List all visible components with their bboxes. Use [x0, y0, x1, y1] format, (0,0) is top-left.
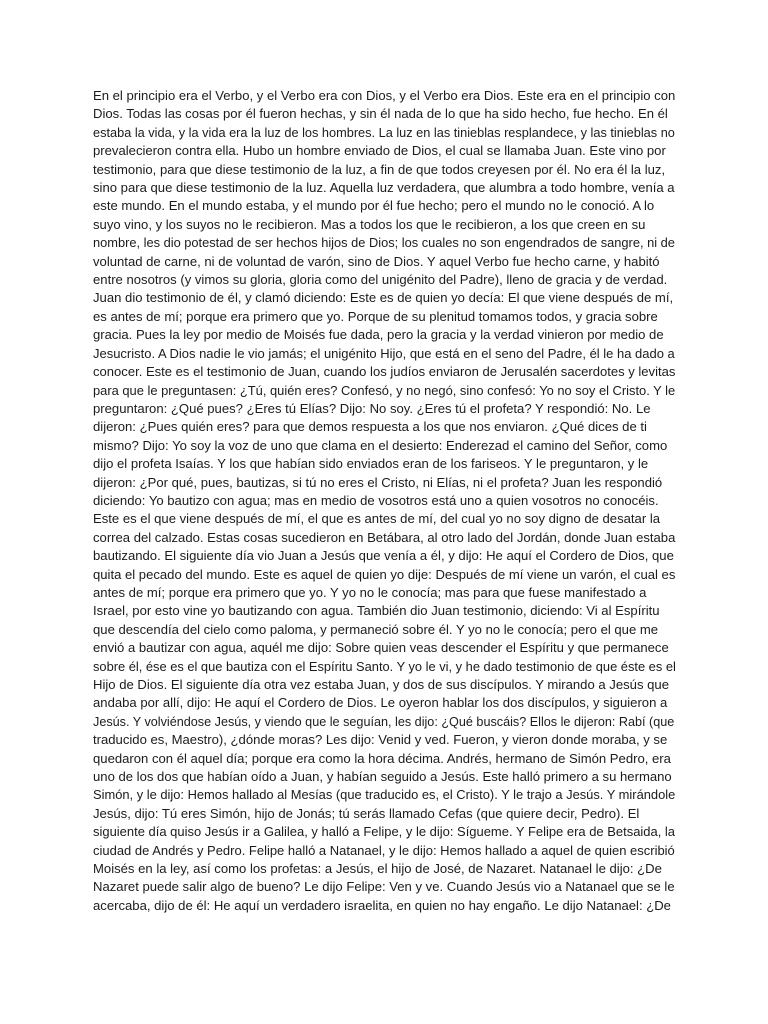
text-line: envió a bautizar con agua, aquél me dijo: Sobre quien veas descender el Espíritu y que permanece — [93, 640, 669, 656]
text-line: nombre, les dio potestad de ser hechos hijos de Dios; los cuales no son engendrados de sangre, ni de — [93, 235, 675, 251]
text-line: bautizando. El siguiente día vio Juan a Jesús que venía a él, y dijo: He aquí el Cordero de Dios, que — [93, 548, 674, 564]
text-line: mismo? Dijo: Yo soy la voz de uno que clama en el desierto: Enderezad el camino del Señor, como — [93, 437, 668, 453]
text-line: estaba la vida, y la vida era la luz de los hombres. La luz en las tinieblas resplandece, y las tinieblas no — [93, 124, 675, 140]
text-line: prevalecieron contra ella. Hubo un hombre enviado de Dios, el cual se llamaba Juan. Este vino por — [93, 143, 666, 159]
text-line: acercaba, dijo de él: He aquí un verdadero israelita, en quien no hay engaño. Le dijo Natanael: ¿De — [93, 897, 671, 913]
text-line: entre nosotros (y vimos su gloria, gloria como del unigénito del Padre), lleno de gracia y de verdad. — [93, 272, 668, 288]
text-line: siguiente día quiso Jesús ir a Galilea, y halló a Felipe, y le dijo: Sígueme. Y Felipe era de Betsaida, la — [93, 824, 676, 840]
text-line: voluntad de carne, ni de voluntad de varón, sino de Dios. Y aquel Verbo fue hecho carne, y habitó — [93, 253, 660, 269]
text-line: Moisés en la ley, así como los profetas: a Jesús, el hijo de José, de Nazaret. Natanael le dijo: ¿De — [93, 861, 662, 877]
text-line: Simón, y le dijo: Hemos hallado al Mesías (que traducido es, el Cristo). Y le trajo a Jesús. Y mirándole — [93, 787, 676, 803]
text-line: conocer. Este es el testimonio de Juan, cuando los judíos enviaron de Jerusalén sacerdotes y levitas — [93, 364, 676, 380]
text-line: En el principio era el Verbo, y el Verbo era con Dios, y el Verbo era Dios. Este era en el principio con — [93, 88, 676, 103]
text-line: suyo vino, y los suyos no le recibieron. Mas a todos los que le recibieron, a los que creen en su — [93, 216, 646, 232]
text-line: Juan dio testimonio de él, y clamó diciendo: Este es de quien yo decía: El que viene después de mí, — [93, 290, 674, 306]
text-line: diciendo: Yo bautizo con agua; mas en medio de vosotros está uno a quien vosotros no conocéis. — [93, 492, 659, 508]
text-line: Israel, por esto vine yo bautizando con agua. También dio Juan testimonio, diciendo: Vi al Espíritu — [93, 603, 660, 619]
text-line: Dios. Todas las cosas por él fueron hechas, y sin él nada de lo que ha sido hecho, fue hecho. En él — [93, 106, 668, 122]
text-line: quedaron con él aquel día; porque era como la hora décima. Andrés, hermano de Simón Pedro, era — [93, 750, 671, 766]
text-line: antes de mí; porque era primero que yo. Y yo no le conocía; mas para que fuese manifestado a — [93, 584, 647, 600]
text-line: preguntaron: ¿Qué pues? ¿Eres tú Elías? Dijo: No soy. ¿Eres tú el profeta? Y respondió: No. Le — [93, 400, 651, 416]
text-line: Hijo de Dios. El siguiente día otra vez estaba Juan, y dos de sus discípulos. Y mirando a Jesús que — [93, 677, 669, 692]
text-line: que descendía del cielo como paloma, y permaneció sobre él. Y yo no le conocía; pero el que me — [93, 621, 659, 637]
text-line: sobre él, ése es el que bautiza con el Espíritu Santo. Y yo le vi, y he dado testimonio de que éste es el — [93, 658, 676, 674]
text-line: este mundo. En el mundo estaba, y el mundo por él fue hecho; pero el mundo no le conoció. A lo — [93, 198, 655, 214]
text-line: dijeron: ¿Por qué, pues, bautizas, si tú no eres el Cristo, ni Elías, ni el profeta? Juan les respondió — [93, 474, 663, 490]
body-paragraph — [93, 87, 675, 915]
text-line: testimonio, para que diese testimonio de la luz, a fin de que todos creyesen por él. No era él la luz, — [93, 161, 666, 177]
text-line: andaba por allí, dijo: He aquí el Cordero de Dios. Le oyeron hablar los dos discípulos, y siguieron a — [93, 695, 668, 711]
text-line: Este es el que viene después de mí, el que es antes de mí, del cual yo no soy digno de desatar la — [93, 511, 661, 527]
text-line: correa del calzado. Estas cosas sucedieron en Betábara, al otro lado del Jordán, donde Juan estaba — [93, 529, 676, 545]
text-line: gracia. Pues la ley por medio de Moisés fue dada, pero la gracia y la verdad vinieron por medio de — [93, 327, 664, 343]
text-line: Nazaret puede salir algo de bueno? Le dijo Felipe: Ven y ve. Cuando Jesús vio a Natanael que se le — [93, 879, 675, 895]
text-line: quita el pecado del mundo. Este es aquel de quien yo dije: Después de mí viene un varón, el cual es — [93, 566, 676, 582]
text-line: ciudad de Andrés y Pedro. Felipe halló a Natanael, y le dijo: Hemos hallado a aquel de quien escribió — [93, 842, 675, 858]
text-line: sino para que diese testimonio de la luz. Aquella luz verdadera, que alumbra a todo hombre, venía a — [93, 180, 675, 196]
text-line: Jesús. Y volviéndose Jesús, y viendo que le seguían, les dijo: ¿Qué buscáis? Ellos le dijeron: Rabí (que — [93, 714, 675, 729]
text-line: Jesús, dijo: Tú eres Simón, hijo de Jonás; tú serás llamado Cefas (que quiere decir, Pedro). El — [93, 805, 640, 821]
text-line: traducido es, Maestro), ¿dónde moras? Les dijo: Venid y ved. Fueron, y vieron donde moraba, y se — [93, 732, 668, 748]
text-line: dijo el profeta Isaías. Y los que habían sido enviados eran de los fariseos. Y le preguntaron, y le — [93, 456, 649, 472]
text-line: es antes de mí; porque era primero que yo. Porque de su plenitud tomamos todos, y gracia sobre — [93, 308, 658, 324]
text-line: uno de los dos que habían oído a Juan, y habían seguido a Jesús. Este halló primero a su hermano — [93, 769, 672, 785]
text-line: dijeron: ¿Pues quién eres? para que demos respuesta a los que nos enviaron. ¿Qué dices de ti — [93, 419, 647, 435]
text-line: Jesucristo. A Dios nadie le vio jamás; el unigénito Hijo, que está en el seno del Padre, él le ha dado a — [93, 345, 675, 361]
text-line: para que le preguntasen: ¿Tú, quién eres? Confesó, y no negó, sino confesó: Yo no soy el Cristo. Y le — [93, 382, 676, 398]
